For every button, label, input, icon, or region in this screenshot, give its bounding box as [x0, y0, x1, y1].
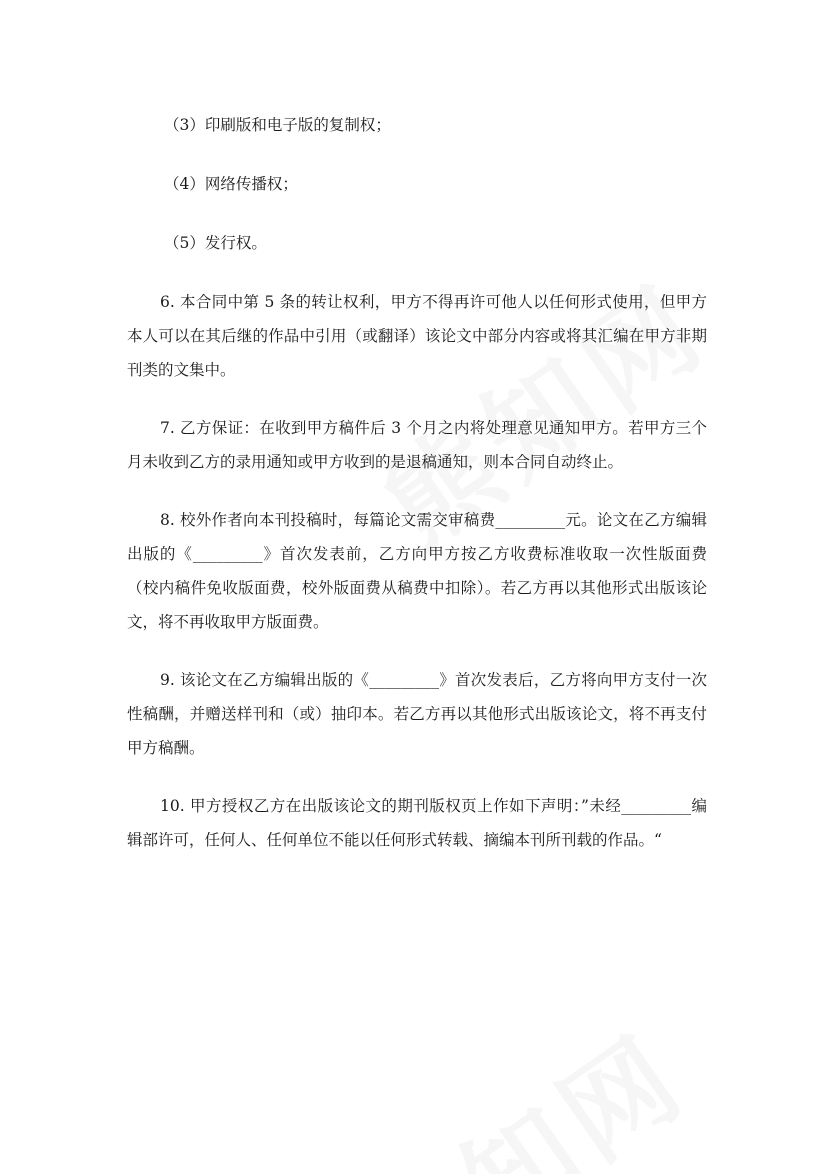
paragraph-8: 8. 校外作者向本刊投稿时，每篇论文需交审稿费_________元。论文在乙方编辑出版的《_________》首次发表前，乙方向甲方按乙方收费标准收取一次性版面费（校内稿件免收版面费，校外版面费从稿费中扣除）。若乙方再以其他形式出版该论文，将不再收取甲方版面费。	[127, 511, 707, 631]
paragraph-9: 9. 该论文在乙方编辑出版的《_________》首次发表后，乙方将向甲方支付一次性稿酬，并赠送样刊和（或）抽印本。若乙方再以其他形式出版该论文，将不再支付甲方稿酬。	[127, 671, 707, 757]
list-item-3: （3）印刷版和电子版的复制权；	[164, 116, 391, 134]
list-item-4: （4）网络传播权；	[164, 175, 298, 193]
paragraph-10: 10. 甲方授权乙方在出版该论文的期刊版权页上作如下声明：”未经_________编辑部许可，任何人、任何单位不能以任何形式转载、摘编本刊所刊载的作品。“	[127, 797, 707, 849]
paragraph-7: 7. 乙方保证：在收到甲方稿件后 3 个月之内将处理意见通知甲方。若甲方三个月未收到乙方的录用通知或甲方收到的是退稿通知，则本合同自动终止。	[127, 419, 707, 471]
paragraph-6: 6. 本合同中第 5 条的转让权利，甲方不得再许可他人以任何形式使用，但甲方本人可以在其后继的作品中引用（或翻译）该论文中部分内容或将其汇编在甲方非期刊类的文集中。	[127, 293, 707, 379]
watermark	[327, 991, 713, 1174]
list-item-5: （5）发行权。	[164, 234, 267, 252]
document-body	[127, 108, 707, 857]
